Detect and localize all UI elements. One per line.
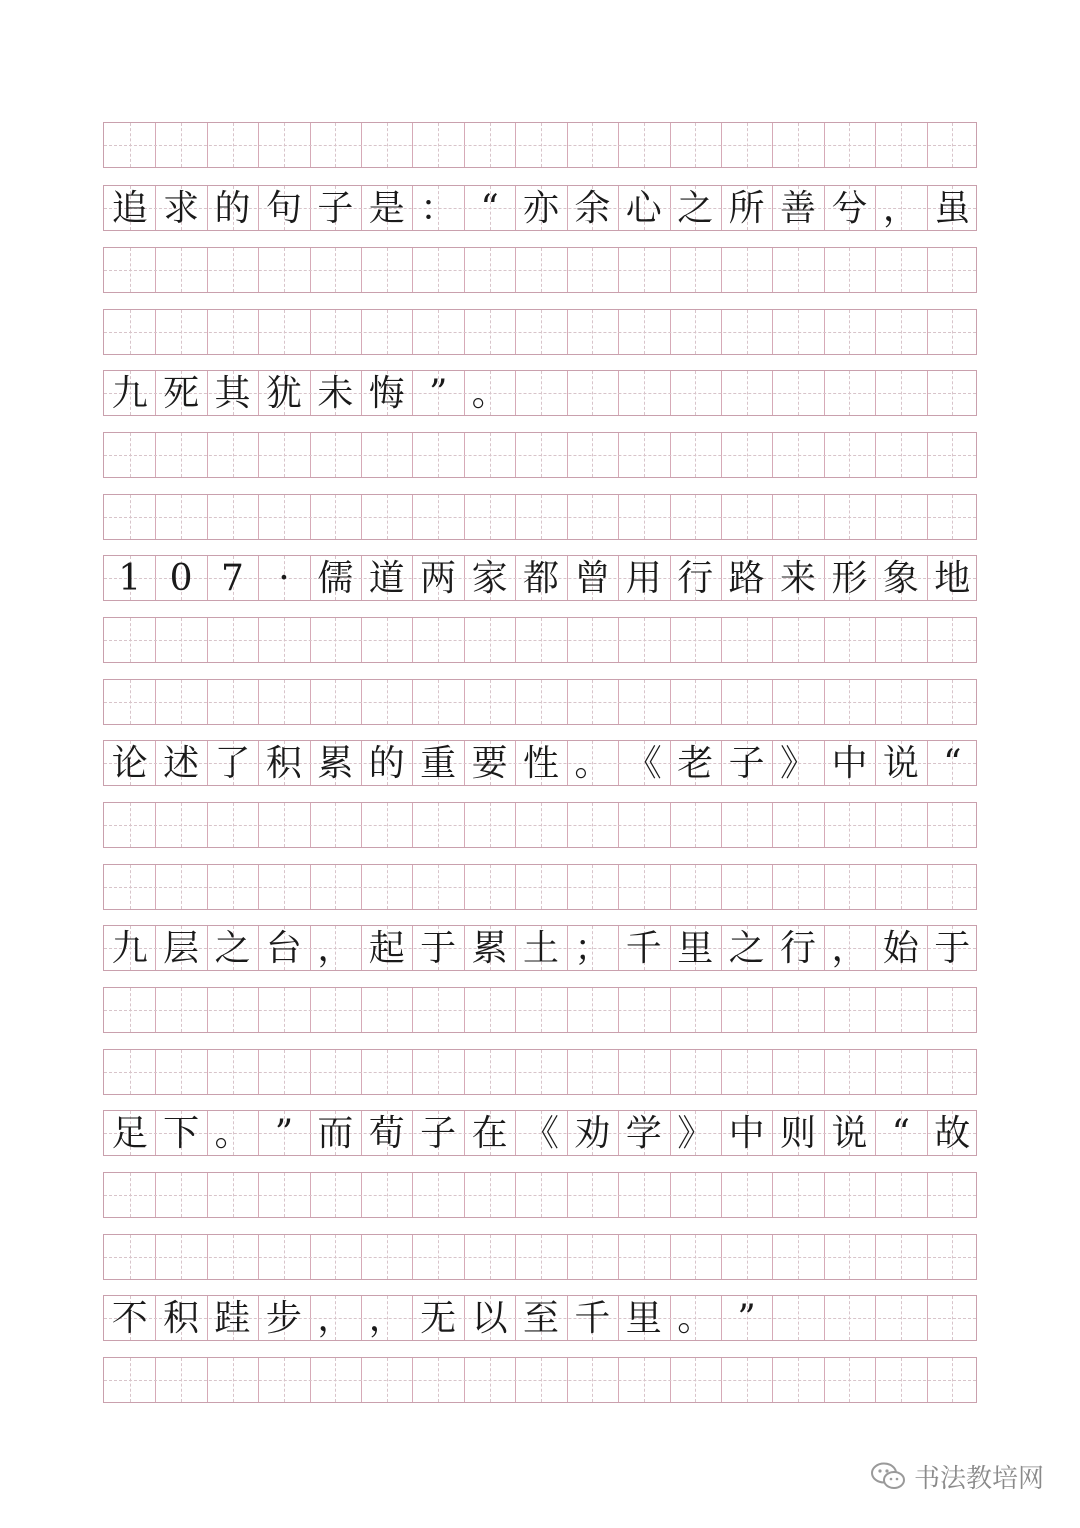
character-cell: 不 (111, 1298, 148, 1339)
character-cell: 里 (677, 928, 714, 969)
character-cell: 故 (934, 1113, 971, 1154)
character-cell: 1 (118, 558, 142, 599)
character-cell: 足 (111, 1113, 148, 1154)
character-cell: 悔 (368, 373, 405, 414)
character-cell: 曾 (574, 558, 611, 599)
character-cell: 荀 (368, 1113, 405, 1154)
character-cell: 追 (111, 188, 148, 229)
character-cell: ， (368, 1298, 405, 1339)
watermark (870, 1456, 1044, 1496)
character-cell: ” (737, 1298, 756, 1339)
character-cell: 《 (625, 743, 662, 784)
character-cell: 于 (934, 928, 971, 969)
character-cell: 的 (214, 188, 251, 229)
character-cell: 之 (677, 188, 714, 229)
character-cell: “ (891, 1113, 911, 1154)
character-cell: 象 (882, 558, 919, 599)
character-cell: 重 (420, 743, 457, 784)
character-cell: 子 (317, 188, 354, 229)
character-cell: ” (428, 373, 448, 414)
character-cell: 里 (625, 1298, 662, 1339)
character-cell: 子 (728, 743, 765, 784)
character-cell: 未 (317, 373, 354, 414)
character-cell: ： (420, 188, 457, 229)
character-cell: 千 (625, 928, 662, 969)
character-cell: 。 (214, 1113, 251, 1154)
character-cell: 说 (831, 1113, 868, 1154)
character-cell: 老 (677, 743, 714, 784)
character-cell: · (278, 558, 290, 599)
character-cell: 7 (221, 558, 244, 599)
character-cell: 九 (111, 373, 148, 414)
practice-row (103, 247, 977, 293)
character-cell: 积 (265, 743, 302, 784)
character-cell: 千 (574, 1298, 611, 1339)
practice-row (103, 1049, 977, 1095)
character-cell: 儒 (317, 558, 354, 599)
character-cell: 。 (677, 1298, 714, 1339)
character-cell: 》 (780, 743, 817, 784)
character-cell: 于 (420, 928, 457, 969)
character-cell: 起 (368, 928, 405, 969)
character-cell: 始 (882, 928, 919, 969)
character-cell: 形 (831, 558, 868, 599)
character-cell: 九 (111, 928, 148, 969)
character-cell: 心 (625, 188, 662, 229)
character-cell: 无 (420, 1298, 457, 1339)
character-cell: 兮 (831, 188, 868, 229)
character-cell: 以 (471, 1298, 508, 1339)
character-cell: 下 (163, 1113, 200, 1154)
character-cell: 道 (368, 558, 405, 599)
practice-row (103, 679, 977, 725)
character-cell: 行 (677, 558, 714, 599)
character-cell: 性 (522, 743, 559, 784)
text-row (103, 370, 977, 416)
character-cell: 其 (214, 373, 251, 414)
character-cell: 。 (574, 743, 611, 784)
character-cell: 中 (728, 1113, 765, 1154)
text-row (103, 1110, 977, 1156)
character-cell: 。 (471, 373, 508, 414)
character-cell: 都 (522, 558, 559, 599)
practice-row (103, 432, 977, 478)
character-cell: 说 (882, 743, 919, 784)
character-cell: 之 (728, 928, 765, 969)
character-cell: 层 (163, 928, 200, 969)
practice-row (103, 802, 977, 848)
character-cell: 死 (163, 373, 200, 414)
character-cell: 是 (368, 188, 405, 229)
practice-row (103, 987, 977, 1033)
character-cell: 步 (265, 1298, 302, 1339)
character-cell: 行 (780, 928, 817, 969)
text-row (103, 555, 977, 601)
character-cell: 路 (728, 558, 765, 599)
character-cell: 家 (471, 558, 508, 599)
character-cell: 积 (163, 1298, 200, 1339)
text-row (103, 185, 977, 231)
character-cell: 跬 (214, 1298, 251, 1339)
text-row (103, 925, 977, 971)
character-cell: 述 (163, 743, 200, 784)
character-cell: ， (317, 928, 354, 969)
wechat-icon (870, 1461, 906, 1491)
character-cell: 子 (420, 1113, 457, 1154)
character-cell: 台 (265, 928, 302, 969)
practice-row (103, 1357, 977, 1403)
character-cell: 学 (625, 1113, 662, 1154)
practice-row (103, 864, 977, 910)
practice-row (103, 309, 977, 355)
character-cell: 至 (522, 1298, 559, 1339)
text-row (103, 1295, 977, 1341)
character-cell: 的 (368, 743, 405, 784)
character-cell: ， (882, 188, 919, 229)
character-cell: 《 (522, 1113, 559, 1154)
character-cell: 地 (934, 558, 971, 599)
character-cell: 中 (831, 743, 868, 784)
character-cell: ； (574, 928, 611, 969)
character-cell: 求 (163, 188, 200, 229)
character-cell: ” (274, 1113, 294, 1154)
character-cell: 善 (780, 188, 817, 229)
character-cell: 在 (471, 1113, 508, 1154)
character-cell: 了 (214, 743, 251, 784)
character-cell: ， (831, 928, 868, 969)
text-row (103, 740, 977, 786)
character-cell: “ (943, 743, 962, 784)
character-cell: 用 (625, 558, 662, 599)
character-cell: 而 (317, 1113, 354, 1154)
practice-row (103, 494, 977, 540)
character-cell: 句 (265, 188, 302, 229)
character-cell: 要 (471, 743, 508, 784)
character-cell: 余 (574, 188, 611, 229)
character-cell: 累 (317, 743, 354, 784)
character-cell: ， (317, 1298, 354, 1339)
character-cell: 论 (111, 743, 148, 784)
character-cell: 则 (780, 1113, 817, 1154)
character-cell: 亦 (522, 188, 559, 229)
character-cell: 之 (214, 928, 251, 969)
character-cell: 犹 (265, 373, 302, 414)
character-cell: 》 (677, 1113, 714, 1154)
practice-row (103, 122, 977, 168)
character-cell: 虽 (934, 188, 971, 229)
watermark-text: 书法教培网 (913, 1463, 1044, 1494)
character-cell: 所 (728, 188, 765, 229)
character-cell: 土 (522, 928, 559, 969)
character-cell: 累 (471, 928, 508, 969)
character-cell: 两 (420, 558, 457, 599)
character-cell: 劝 (574, 1113, 611, 1154)
character-cell: 来 (780, 558, 817, 599)
character-cell: 0 (169, 558, 193, 599)
practice-row (103, 617, 977, 663)
character-cell: “ (480, 188, 499, 229)
practice-row (103, 1234, 977, 1280)
practice-row (103, 1172, 977, 1218)
